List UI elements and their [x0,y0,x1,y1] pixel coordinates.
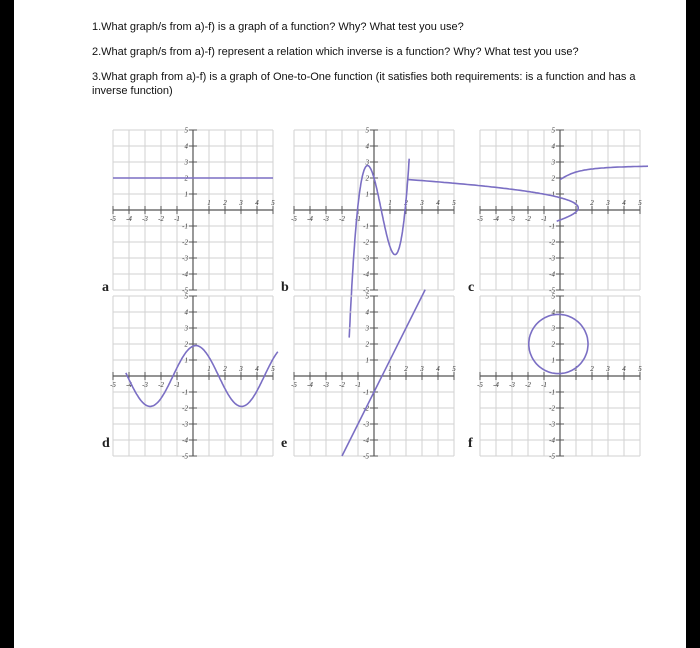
x-tick-label: -2 [525,215,531,223]
x-tick-label: -5 [110,215,116,223]
y-tick-label: 2 [365,174,369,183]
y-tick-label: -5 [549,452,555,461]
y-tick-label: 1 [184,356,188,365]
x-tick-label: -4 [493,215,499,223]
x-tick-label: 3 [606,365,610,373]
x-tick-label: -2 [158,381,164,389]
y-tick-label: 5 [365,292,369,301]
x-tick-label: 2 [223,199,227,207]
y-tick-label: -3 [363,420,369,429]
y-tick-label: 3 [365,158,369,167]
y-tick-label: 4 [184,142,188,151]
x-tick-label: 4 [436,199,440,207]
y-tick-label: 4 [551,308,555,317]
x-tick-label: 5 [271,365,275,373]
x-tick-label: 5 [271,199,275,207]
x-tick-label: 1 [388,199,392,207]
coordinate-grid [110,126,275,295]
x-tick-label: 2 [223,365,227,373]
x-tick-label: -4 [307,381,313,389]
y-tick-label: 5 [365,126,369,135]
x-tick-label: 1 [207,365,211,373]
y-tick-label: 5 [551,292,555,301]
x-tick-label: -4 [126,381,132,389]
coordinate-grid [477,292,642,461]
y-tick-label: 4 [551,142,555,151]
x-tick-label: 3 [239,365,243,373]
y-tick-label: -3 [363,254,369,263]
x-tick-label: 4 [622,199,626,207]
y-tick-label: -4 [363,436,369,445]
x-tick-label: 1 [574,199,578,207]
graph-label-e: e [281,436,288,451]
y-tick-label: 4 [184,308,188,317]
x-tick-label: 2 [404,365,408,373]
y-tick-label: 5 [184,292,188,301]
x-tick-label: -3 [142,215,148,223]
x-tick-label: 3 [420,365,424,373]
y-tick-label: -2 [363,404,369,413]
y-tick-label: -2 [549,404,555,413]
graph-label-c: c [468,280,475,295]
y-tick-label: -1 [549,222,555,231]
x-tick-label: 5 [452,365,456,373]
y-tick-label: -4 [549,436,555,445]
x-tick-label: 1 [574,365,578,373]
y-tick-label: -1 [549,388,555,397]
x-tick-label: 5 [452,199,456,207]
y-tick-label: 1 [184,190,188,199]
y-tick-label: 3 [551,158,555,167]
y-tick-label: 3 [184,158,188,167]
y-tick-label: -4 [182,436,188,445]
graph-a [110,126,275,295]
x-tick-label: -3 [323,381,329,389]
x-tick-label: 5 [638,199,642,207]
x-tick-label: -5 [291,215,297,223]
y-tick-label: 3 [551,324,555,333]
x-tick-label: 5 [638,365,642,373]
x-tick-label: 4 [622,365,626,373]
x-tick-label: -1 [355,215,361,223]
y-tick-label: -4 [182,270,188,279]
y-tick-label: -1 [363,222,369,231]
y-tick-label: -2 [182,238,188,247]
x-tick-label: 4 [255,365,259,373]
y-tick-label: -3 [182,254,188,263]
coordinate-grid [477,126,642,295]
x-tick-label: -1 [174,381,180,389]
x-tick-label: 3 [239,199,243,207]
y-tick-label: -4 [549,270,555,279]
x-tick-label: -5 [291,381,297,389]
y-tick-label: -3 [182,420,188,429]
x-tick-label: -3 [509,215,515,223]
coordinate-grid [110,292,275,461]
y-tick-label: 4 [365,308,369,317]
y-tick-label: -3 [549,254,555,263]
y-tick-label: -5 [549,286,555,295]
x-tick-label: -1 [174,215,180,223]
graph-b [291,126,456,295]
y-tick-label: 5 [184,126,188,135]
x-tick-label: 2 [404,199,408,207]
y-tick-label: -2 [549,238,555,247]
x-tick-label: -2 [158,215,164,223]
x-tick-label: -4 [493,381,499,389]
graph-label-a: a [102,280,109,295]
x-tick-label: -3 [323,215,329,223]
x-tick-label: 1 [388,365,392,373]
y-tick-label: -3 [549,420,555,429]
x-tick-label: 2 [590,199,594,207]
coordinate-grid [291,126,456,295]
y-tick-label: -5 [363,286,369,295]
x-tick-label: 4 [436,365,440,373]
y-tick-label: -1 [182,222,188,231]
y-tick-label: 4 [365,142,369,151]
worksheet-page [14,0,686,648]
x-tick-label: -5 [477,381,483,389]
graph-label-d: d [102,436,110,451]
x-tick-label: -1 [541,381,547,389]
x-tick-label: 2 [590,365,594,373]
x-tick-label: -1 [541,215,547,223]
graph-label-b: b [281,280,289,295]
graph-f [477,292,642,461]
x-tick-label: -2 [339,381,345,389]
y-tick-label: 3 [184,324,188,333]
graph-d [110,292,275,461]
x-tick-label: -2 [525,381,531,389]
y-tick-label: -2 [363,238,369,247]
x-tick-label: -1 [355,381,361,389]
x-tick-label: -2 [339,215,345,223]
x-tick-label: -3 [509,381,515,389]
y-tick-label: 5 [551,126,555,135]
x-tick-label: -3 [142,381,148,389]
y-tick-label: 3 [365,324,369,333]
y-tick-label: 1 [551,356,555,365]
y-tick-label: -5 [182,452,188,461]
x-tick-label: -4 [126,215,132,223]
x-tick-label: -5 [110,381,116,389]
y-tick-label: -2 [182,404,188,413]
x-tick-label: 3 [420,199,424,207]
x-tick-label: -4 [307,215,313,223]
y-tick-label: -5 [363,452,369,461]
x-tick-label: -5 [477,215,483,223]
graph-curve [342,290,425,456]
y-tick-label: 2 [184,174,188,183]
y-tick-label: 2 [551,340,555,349]
y-tick-label: -4 [363,270,369,279]
y-tick-label: 2 [551,174,555,183]
y-tick-label: 1 [551,190,555,199]
y-tick-label: -1 [363,388,369,397]
graph-label-f: f [468,436,473,451]
x-tick-label: 1 [207,199,211,207]
y-tick-label: 2 [184,340,188,349]
y-tick-label: -1 [182,388,188,397]
y-tick-label: 2 [365,340,369,349]
question-2: 2.What graph/s from a)-f) represent a relation which inverse is a function? Why? What test you use? [92,46,579,58]
graph-c [477,126,642,295]
x-tick-label: 4 [255,199,259,207]
question-1: 1.What graph/s from a)-f) is a graph of a function? Why? What test you use? [92,21,464,33]
y-tick-label: -5 [182,286,188,295]
question-3: 3.What graph from a)-f) is a graph of One-to-One function (it satisfies both requirements: is a function and has a inverse function) [92,71,636,97]
y-tick-label: 1 [365,356,369,365]
y-tick-label: 1 [365,190,369,199]
x-tick-label: 3 [606,199,610,207]
graph-e [291,292,456,461]
coordinate-grid [291,292,456,461]
